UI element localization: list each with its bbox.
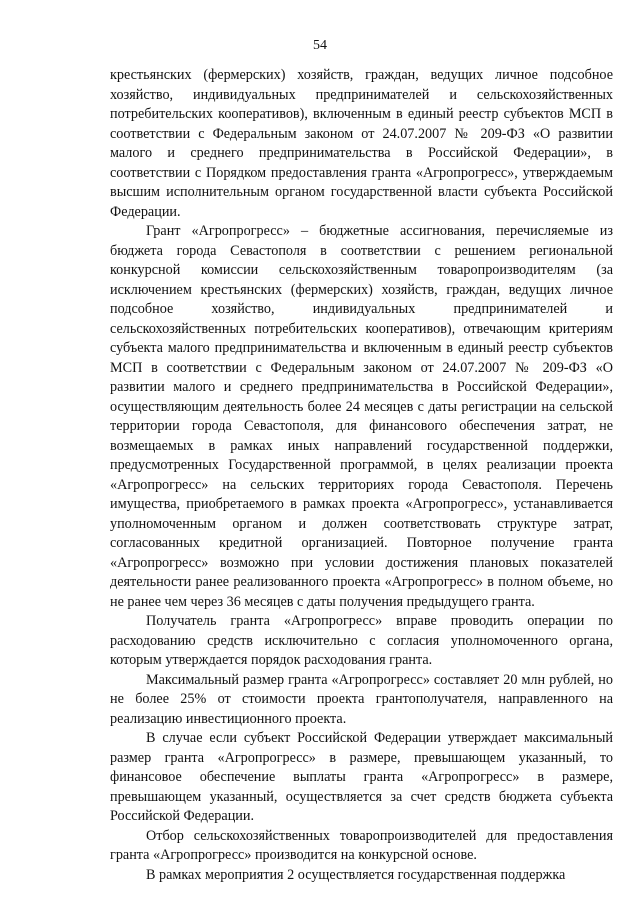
paragraph-region-excess: В случае если субъект Российской Федерации утверждает максимальный размер гранта «Агропрогресс» в размере, превышающем указанный, то финансовое обеспечение выплаты гранта «Агропрогресс» в размере, превышающем указанный, осуществляется за счет средств бюджета субъекта Российской Федерации. — [110, 730, 613, 824]
paragraph-grant-max-size: Максимальный размер гранта «Агропрогресс» составляет 20 млн рублей, но не более 25% от стоимости проекта грантополучателя, направленного на реализацию инвестиционного проекта. — [110, 671, 613, 727]
page-number: 54 — [313, 38, 327, 53]
document-body — [110, 66, 613, 885]
paragraph-measure-2: В рамках мероприятия 2 осуществляется государственная поддержка — [146, 866, 566, 883]
paragraph-continuation: крестьянских (фермерских) хозяйств, граждан, ведущих личное подсобное хозяйство, индивидуальных предпринимателей и сельскохозяйственных потребительских кооперативов), включенным в единый реестр субъектов МСП в соответствии с Федеральным законом от 24.07.2007 № 209-ФЗ «О развитии малого и среднего предпринимательства в Российской Федерации», в соответствии с Порядком предоставления гранта «Агропрогресс», утверждаемым высшим исполнительным органом государственной власти субъекта Российской Федерации. — [110, 67, 613, 220]
paragraph-grant-spending: Получатель гранта «Агропрогресс» вправе проводить операции по расходованию средств исключительно с согласия уполномоченного органа, которым утверждается порядок расходования гранта. — [110, 613, 613, 668]
paragraph-selection: Отбор сельскохозяйственных товаропроизводителей для предоставления гранта «Агропрогресс» производится на конкурсной основе. — [110, 827, 613, 863]
paragraph-grant-definition: Грант «Агропрогресс» – бюджетные ассигнования, перечисляемые из бюджета города Севастополя в соответствии с решением региональной конкурсной комиссии сельскохозяйственным товаропроизводителям (за исключением крестьянских (фермерских) хозяйств, граждан, ведущих личное подсобное хозяйство, индивидуальных предпринимателей и сельскохозяйственных потребительских кооперативов), отвечающим критериям субъекта малого предпринимательства и включенным в единый реестр субъектов МСП в соответствии с Федеральным законом от 24.07.2007 № 209-ФЗ «О развитии малого и среднего предпринимательства в Российской Федерации», осуществляющим деятельность более 24 месяцев с даты регистрации на сельской территории города Севастополя, для финансового обеспечения затрат, не возмещаемых в рамках иных направлений государственной поддержки, предусмотренных Государственной программой, в целях реализации проекта «Агропрогресс» на сельских территориях города Севастополя. Перечень имущества, приобретаемого в рамках проекта «Агропрогресс», устанавливается уполномоченным органом и должен соответствовать структуре затрат, согласованных кредитной организацией. Повторное получение гранта «Агропрогресс» возможно при условии достижения плановых показателей деятельности ранее реализованного проекта «Агропрогресс» в полном объеме, но не ранее чем через 36 месяцев с даты получения предыдущего гранта. — [110, 223, 613, 610]
